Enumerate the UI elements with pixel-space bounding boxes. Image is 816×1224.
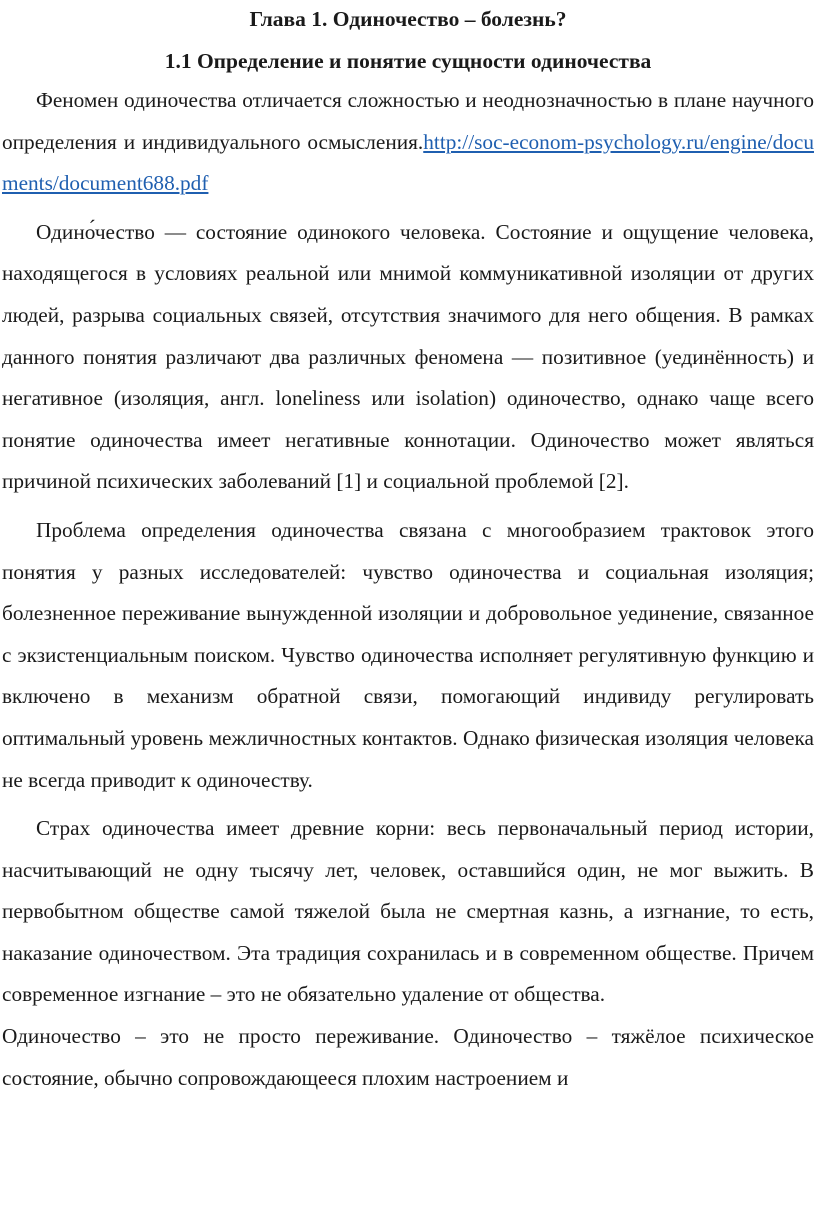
paragraph-1 — [2, 80, 814, 205]
paragraph-1-text: Феномен одиночества отличается сложностью и неоднозначностью в плане научного определения и индивидуального осмысления. — [2, 88, 814, 154]
paragraph-4: Страх одиночества имеет древние корни: весь первоначальный период истории, насчитывающий не одну тысячу лет, человек, оставшийся один, не мог выжить. В первобытном обществе самой тяжелой была не смертная казнь, а изгнание, то есть, наказание одиночеством. Эта традиция сохранилась и в современном обществе. Причем современное изгнание – это не обязательно удаление от общества. — [2, 816, 814, 1007]
chapter-title: Глава 1. Одиночество – болезнь? — [249, 7, 567, 31]
section-title: 1.1 Определение и понятие сущности одиночества — [164, 49, 652, 73]
paragraph-2: Одино́чество — состояние одинокого человека. Состояние и ощущение человека, находящегося в условиях реальной или мнимой коммуникативной изоляции от других людей, разрыва социальных связей, отсутствия значимого для него общения. В рамках данного понятия различают два различных феномена — позитивное (уединённость) и негативное (изоляция, англ. loneliness или isolation) одиночество, однако чаще всего понятие одиночества имеет негативные коннотации. Одиночество может являться причиной психических заболеваний [1] и социальной проблемой [2]. — [2, 219, 814, 494]
paragraph-5: Одиночество – это не просто переживание. Одиночество – тяжёлое психическое состояние, обычно сопровождающееся плохим настроением и — [2, 1024, 814, 1090]
paragraph-3: Проблема определения одиночества связана с многообразием трактовок этого понятия у разных исследователей: чувство одиночества и социальная изоляция; болезненное переживание вынужденной изоляции и добровольное уединение, связанное с экзистенциальным поиском. Чувство одиночества исполняет регулятивную функцию и включено в механизм обратной связи, помогающий индивиду регулировать оптимальный уровень межличностных контактов. Однако физическая изоляция человека не всегда приводит к одиночеству. — [2, 517, 814, 792]
source-link[interactable]: http://soc-econom-psychology.ru/engine/documents/document688.pdf — [2, 129, 814, 196]
